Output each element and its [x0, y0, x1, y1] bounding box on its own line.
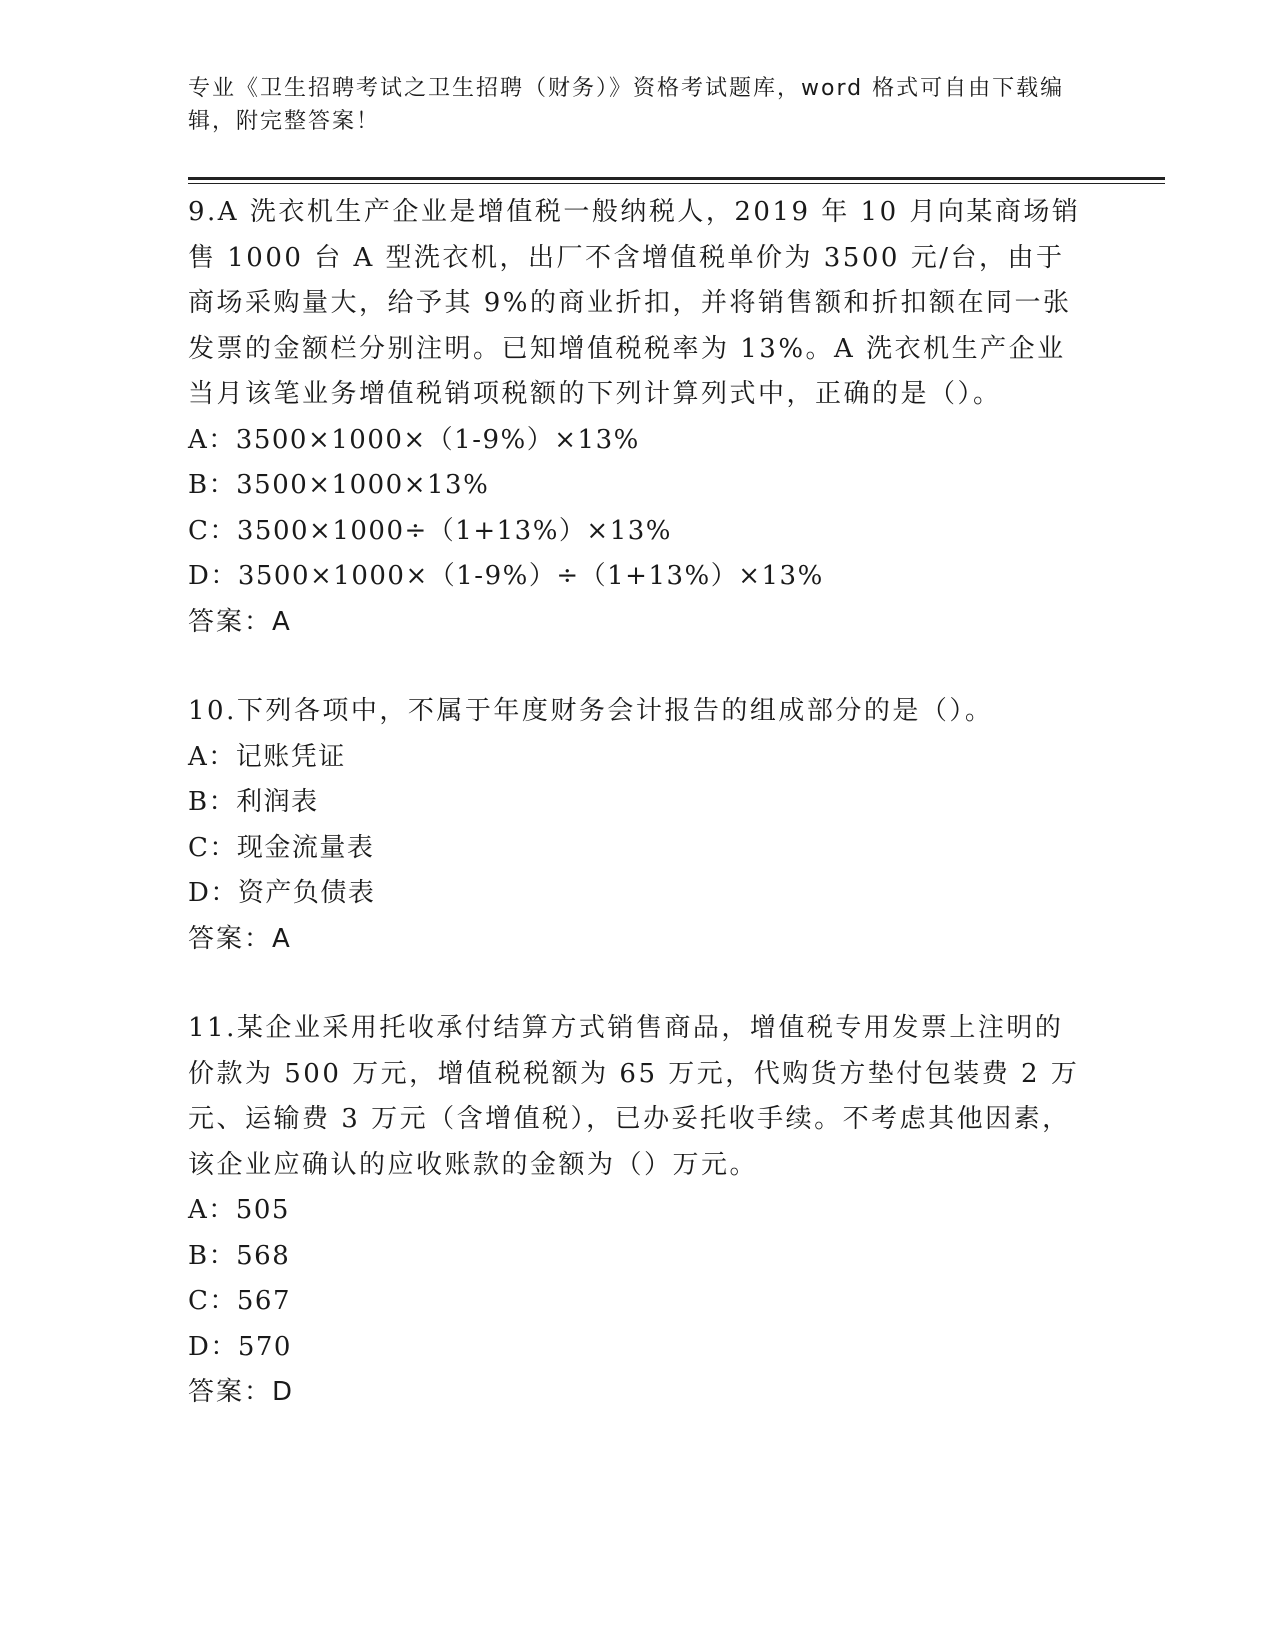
option-c: C：现金流量表	[188, 832, 375, 863]
option-a: A：3500×1000×（1-9%）×13%	[188, 424, 640, 455]
question-9	[188, 190, 1088, 645]
option-a: A：505	[188, 1195, 290, 1225]
option-b: B：利润表	[188, 787, 319, 817]
option-d: D：资产负债表	[188, 878, 376, 908]
question-stem: 9.A 洗衣机生产企业是增值税一般纳税人，2019 年 10 月向某商场销售 1000 台 A 型洗衣机，出厂不含增值税单价为 3500 元/台，由于商场采购量大，给予其 9%的商业折扣，并将销售额和折扣额在同一张发票的金额栏分别注明。已知增值税税率为 13%。A 洗衣机生产企业当月该笔业务增值税销项税额的下列计算列式中，正确的是（）。	[188, 197, 1081, 409]
question-stem: 11.某企业采用托收承付结算方式销售商品，增值税专用发票上注明的价款为 500 万元，增值税税额为 65 万元，代购货方垫付包装费 2 万元、运输费 3 万元（含增值税），已办妥托收手续。不考虑其他因素，该企业应确认的应收账款的金额为（）万元。	[188, 1013, 1080, 1180]
header-divider-thick	[188, 177, 1165, 180]
option-a: A：记账凭证	[188, 741, 346, 772]
question-stem: 10.下列各项中，不属于年度财务会计报告的组成部分的是（）。	[188, 696, 994, 726]
option-b: B：568	[188, 1240, 291, 1271]
answer: 答案：D	[188, 1377, 295, 1407]
question-list	[188, 190, 1088, 1460]
document-header: 专业《卫生招聘考试之卫生招聘（财务）》资格考试题库，word 格式可自由下载编辑，附完整答案！	[188, 76, 1065, 134]
option-b: B：3500×1000×13%	[188, 470, 490, 500]
answer: 答案：A	[188, 606, 292, 637]
question-10	[188, 689, 1088, 962]
option-d: D：3500×1000×（1-9%）÷（1+13%）×13%	[188, 561, 824, 591]
option-c: C：567	[188, 1286, 292, 1316]
option-c: C：3500×1000÷（1+13%）×13%	[188, 515, 672, 546]
answer: 答案：A	[188, 923, 292, 954]
question-11	[188, 1006, 1088, 1416]
option-d: D：570	[188, 1331, 292, 1362]
header-divider-thin	[188, 183, 1165, 184]
